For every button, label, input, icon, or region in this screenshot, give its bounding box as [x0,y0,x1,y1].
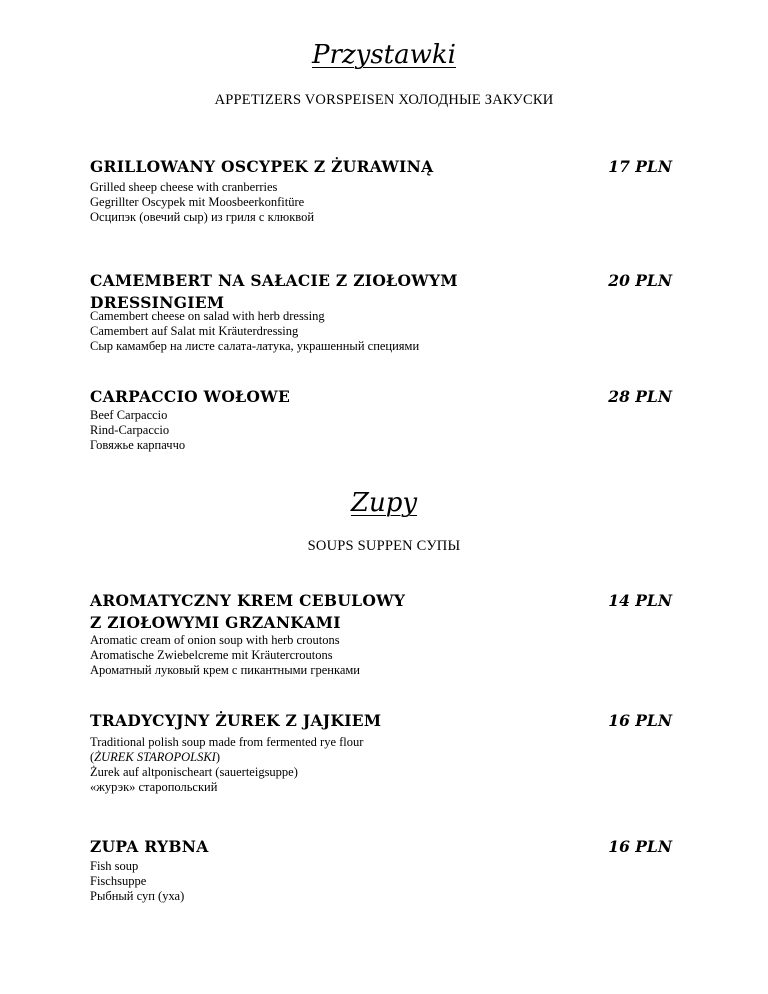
description-line-de: Fischsuppe [90,874,147,888]
description-line-ru: Рыбный суп (уха) [90,889,185,903]
description-line-en: Beef Carpaccio [90,408,168,422]
menu-item-name: CARPACCIO WOŁOWE [90,387,291,406]
menu-item-description [90,859,650,904]
description-line-ru: Ароматный луковый крем с пикантными гренками [90,663,360,677]
section-subtitle-appetizers: APPETIZERS VORSPEISEN ХОЛОДНЫЕ ЗАКУСКИ [214,92,554,108]
description-line-ru: Сыр камамбер на листе салата-латука, украшенный специями [90,339,420,353]
description-line-de: Camembert auf Salat mit Kräuterdressing [90,324,299,338]
alt-name: ŻUREK STAROPOLSKI [94,750,216,764]
description-line-de: Aromatische Zwiebelcreme mit Kräutercroutons [90,648,333,662]
menu-item-name: TRADYCYJNY ŻUREK Z JAJKIEM [90,711,382,730]
paren-close: ) [215,750,220,764]
section-subtitle-soups: SOUPS SUPPEN СУПЫ [307,538,461,554]
description-line-de: Żurek auf altponischeart (sauerteigsuppe) [90,765,298,779]
menu-item-price: 20 PLN [608,271,672,290]
menu-item-name-line: CAMEMBERT NA SAŁACIE Z ZIOŁOWYM [90,271,458,290]
menu-item-description [90,408,650,453]
menu-item-price: 28 PLN [608,387,672,406]
description-line-en: Fish soup [90,859,139,873]
menu-item-name [90,590,530,634]
menu-item-description [90,180,650,225]
menu-item-name: ZUPA RYBNA [90,837,209,856]
menu-item-description [90,309,650,354]
paren-open: ( [90,750,95,764]
section-title-soups: Zupy [350,488,418,518]
menu-item-price: 16 PLN [608,711,672,730]
menu-item-name [90,270,530,314]
description-line-ru: Говяжье карпаччо [90,438,186,452]
description-line-ru: Осципэк (овечий сыр) из гриля с клюквой [90,210,315,224]
description-line-ru: «журэк» старопольский [90,780,218,794]
menu-item-description [90,735,650,795]
menu-item-name-line: DRESSINGIEM [90,293,225,312]
menu-item-name: GRILLOWANY OSCYPEK Z ŻURAWINĄ [90,157,434,176]
description-line-de: Rind-Carpaccio [90,423,170,437]
description-line-de: Gegrillter Oscypek mit Moosbeerkonfitüre [90,195,305,209]
description-line-alt [90,750,650,765]
section-title-appetizers: Przystawki [312,40,456,70]
description-line-en: Grilled sheep cheese with cranberries [90,180,278,194]
menu-item-price: 14 PLN [608,591,672,610]
menu-item-price: 17 PLN [608,157,672,176]
description-line-en: Traditional polish soup made from fermented rye flour [90,735,364,749]
description-line-en: Aromatic cream of onion soup with herb croutons [90,633,340,647]
description-line-en: Camembert cheese on salad with herb dressing [90,309,325,323]
menu-item-name-line: Z ZIOŁOWYMI GRZANKAMI [90,613,341,632]
menu-item-name-line: AROMATYCZNY KREM CEBULOWY [90,591,406,610]
menu-item-price: 16 PLN [608,837,672,856]
menu-item-description [90,633,650,678]
